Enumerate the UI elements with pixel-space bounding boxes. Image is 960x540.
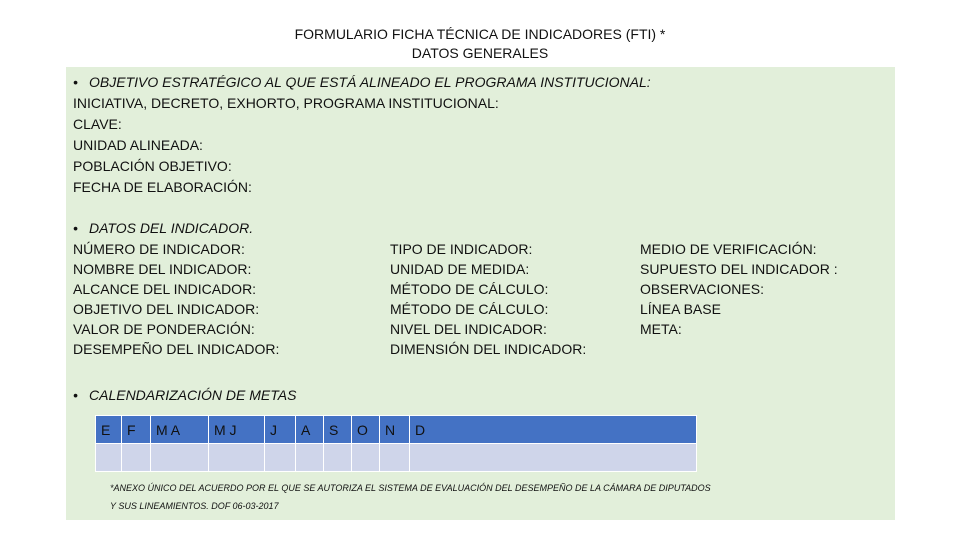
- field-metodo-calculo-2: MÉTODO DE CÁLCULO:: [390, 301, 549, 317]
- month-cell[interactable]: [410, 444, 697, 472]
- calendar-value-row: [96, 444, 697, 472]
- month-header: J: [265, 416, 296, 444]
- field-valor-ponderacion: VALOR DE PONDERACIÓN:: [73, 321, 255, 337]
- field-nombre-indicador: NOMBRE DEL INDICADOR:: [73, 261, 252, 277]
- month-header: M A: [151, 416, 209, 444]
- field-numero-indicador: NÚMERO DE INDICADOR:: [73, 241, 245, 257]
- calendar-heading-text: CALENDARIZACIÓN DE METAS: [89, 387, 297, 403]
- month-cell[interactable]: [122, 444, 151, 472]
- field-linea-base: LÍNEA BASE: [640, 301, 721, 317]
- field-clave: CLAVE:: [73, 116, 122, 132]
- month-header: D: [410, 416, 697, 444]
- field-fecha-elaboracion: FECHA DE ELABORACIÓN:: [73, 179, 252, 195]
- form-title: FORMULARIO FICHA TÉCNICA DE INDICADORES (FTI) *: [294, 26, 666, 42]
- calendar-heading: [73, 385, 296, 405]
- indicator-heading: [73, 218, 253, 238]
- field-poblacion-objetivo: POBLACIÓN OBJETIVO:: [73, 158, 232, 174]
- footnote-line-1: *ANEXO ÚNICO DEL ACUERDO POR EL QUE SE AUTORIZA EL SISTEMA DE EVALUACIÓN DEL DESEMPEÑO DE LA CÁMARA DE DIPUTADOS: [110, 483, 711, 493]
- field-tipo-indicador: TIPO DE INDICADOR:: [390, 241, 533, 257]
- indicator-column-3: [640, 239, 838, 339]
- field-medio-verificacion: MEDIO DE VERIFICACIÓN:: [640, 241, 817, 257]
- bullet: •: [73, 387, 78, 403]
- month-header: F: [122, 416, 151, 444]
- objective-heading: [73, 72, 651, 92]
- field-observaciones: OBSERVACIONES:: [640, 281, 764, 297]
- month-cell[interactable]: [265, 444, 296, 472]
- month-header: A: [296, 416, 324, 444]
- indicator-column-2: [390, 239, 586, 359]
- month-cell[interactable]: [96, 444, 122, 472]
- indicator-column-1: [73, 239, 279, 359]
- footnote-line-2: Y SUS LINEAMIENTOS. DOF 06-03-2017: [110, 501, 279, 511]
- field-objetivo-indicador: OBJETIVO DEL INDICADOR:: [73, 301, 260, 317]
- month-cell[interactable]: [151, 444, 209, 472]
- section-title: DATOS GENERALES: [411, 45, 549, 61]
- month-header: N: [380, 416, 410, 444]
- month-header: M J: [209, 416, 265, 444]
- field-meta: META:: [640, 321, 682, 337]
- month-cell[interactable]: [209, 444, 265, 472]
- month-cell[interactable]: [352, 444, 380, 472]
- month-header: O: [352, 416, 380, 444]
- month-header: E: [96, 416, 122, 444]
- objective-heading-text: OBJETIVO ESTRATÉGICO AL QUE ESTÁ ALINEADO EL PROGRAMA INSTITUCIONAL:: [89, 74, 651, 90]
- field-metodo-calculo: MÉTODO DE CÁLCULO:: [390, 281, 549, 297]
- calendar-table: [95, 415, 697, 472]
- field-dimension-indicador: DIMENSIÓN DEL INDICADOR:: [390, 341, 587, 357]
- field-desempeno-indicador: DESEMPEÑO DEL INDICADOR:: [73, 341, 280, 357]
- bullet: •: [73, 74, 78, 90]
- month-cell[interactable]: [296, 444, 324, 472]
- field-unidad-alineada: UNIDAD ALINEADA:: [73, 137, 203, 153]
- bullet: •: [73, 220, 78, 236]
- month-cell[interactable]: [324, 444, 352, 472]
- field-iniciativa: INICIATIVA, DECRETO, EXHORTO, PROGRAMA INSTITUCIONAL:: [73, 95, 499, 111]
- field-alcance-indicador: ALCANCE DEL INDICADOR:: [73, 281, 257, 297]
- indicator-heading-text: DATOS DEL INDICADOR.: [89, 220, 254, 236]
- month-cell[interactable]: [380, 444, 410, 472]
- calendar-header-row: [96, 416, 697, 444]
- field-unidad-medida: UNIDAD DE MEDIDA:: [390, 261, 530, 277]
- month-header: S: [324, 416, 352, 444]
- field-nivel-indicador: NIVEL DEL INDICADOR:: [390, 321, 547, 337]
- field-supuesto-indicador: SUPUESTO DEL INDICADOR :: [640, 261, 838, 277]
